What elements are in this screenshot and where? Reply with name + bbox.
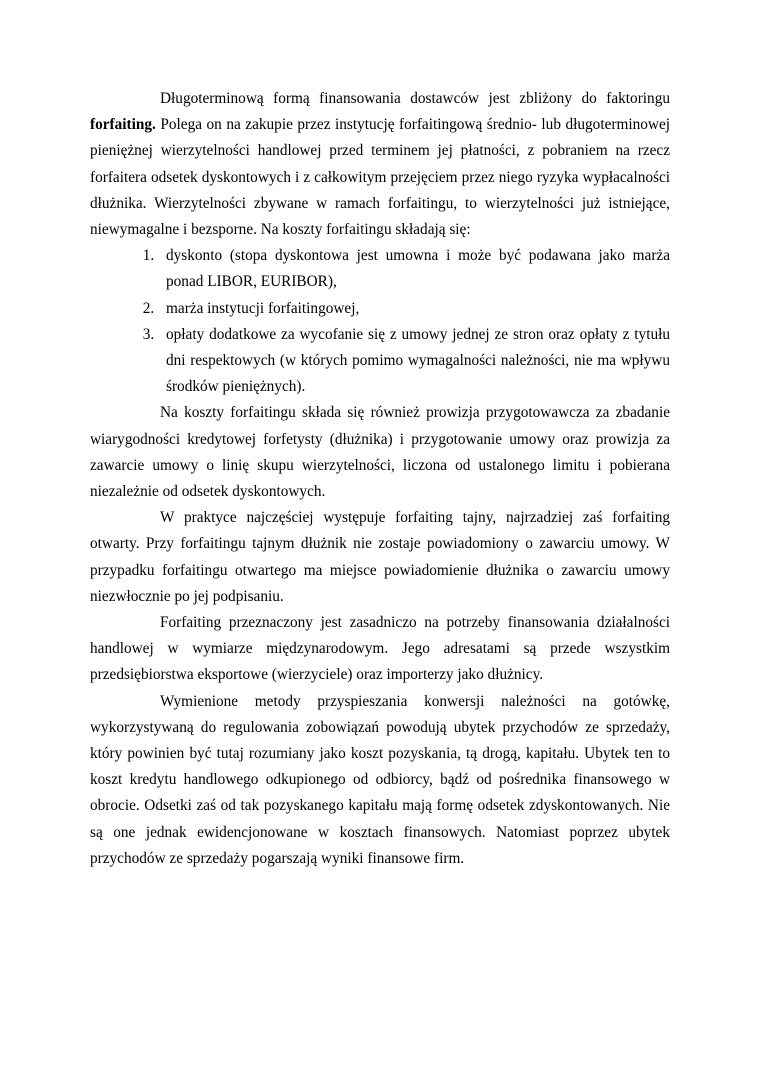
- paragraph-conversion-methods: Wymienione metody przyspieszania konwersji należności na gotówkę, wykorzystywaną do regulowania zobowiązań powodują ubytek przychodów ze sprzedaży, który powinien być tutaj rozumiany jako koszt pozyskania, tą drogą, kapitału. Ubytek ten to koszt kredytu handlowego odkupionego od odbiorcy, bądź od pośrednika finansowego w obrocie. Odsetki zaś od tak pozyskanego kapitału mają formę odsetek zdyskontowanych. Nie są one jednak ewidencjonowane w kosztach finansowych. Natomiast poprzez ubytek przychodów ze sprzedaży pogarszają wyniki finansowe firm.: [90, 692, 670, 867]
- paragraph-forfaiting-purpose: Forfaiting przeznaczony jest zasadniczo na potrzeby finansowania działalności handlowej w wymiarze międzynarodowym. Jego adresatami są przede wszystkim przedsiębiorstwa eksportowe (wierzyciele) oraz importerzy jako dłużnicy.: [90, 614, 670, 684]
- paragraph-1-lead: Długoterminową formą finansowania dostawców jest zbliżony do faktoringu: [160, 90, 670, 107]
- paragraph-forfaiting-types: W praktyce najczęściej występuje forfaiting tajny, najrzadziej zaś forfaiting otwarty. Przy forfaitingu tajnym dłużnik nie zostaje powiadomiony o zawarciu umowy. W przypadku forfaitingu otwartego ma miejsce powiadomienie dłużnika o zawarciu umowy niezwłocznie po jej podpisaniu.: [90, 509, 670, 605]
- paragraph-1-rest: Polega on na zakupie przez instytucję forfaitingową średnio- lub długoterminowej pieniężnej wierzytelności handlowej przed terminem jej płatności, z pobraniem na rzecz forfaitera odsetek dyskontowych i z całkowitym przejęciem przez niego ryzyka wypłacalności dłużnika. Wierzytelności zbywane w ramach forfaitingu, to wierzytelności już istniejące, niewymagalne i bezsporne. Na koszty forfaitingu składają się:: [90, 116, 670, 239]
- cost-list: [90, 243, 670, 400]
- cost-list-item: 3. opłaty dodatkowe za wycofanie się z umowy jednej ze stron oraz opłaty z tytułu dni respektowych (w których pomimo wymagalności należności, nie ma wpływu środków pieniężnych).: [158, 322, 670, 401]
- paragraph-additional-costs: Na koszty forfaitingu składa się również prowizja przygotowawcza za zbadanie wiarygodności kredytowej forfetysty (dłużnika) i przygotowanie umowy oraz prowizja za zawarcie umowy o linię skupu wierzytelności, liczona od ustalonego limitu i pobierana niezależnie od odsetek dyskontowych.: [90, 404, 670, 501]
- document-body: [90, 86, 670, 872]
- paragraph-forfaiting-definition: [90, 86, 670, 243]
- term-forfaiting: forfaiting.: [90, 116, 156, 134]
- cost-list-item: 1. dyskonto (stopa dyskontowa jest umowna i może być podawana jako marża ponad LIBOR, EURIBOR),: [158, 243, 670, 295]
- cost-list-item: 2. marża instytucji forfaitingowej,: [158, 296, 670, 322]
